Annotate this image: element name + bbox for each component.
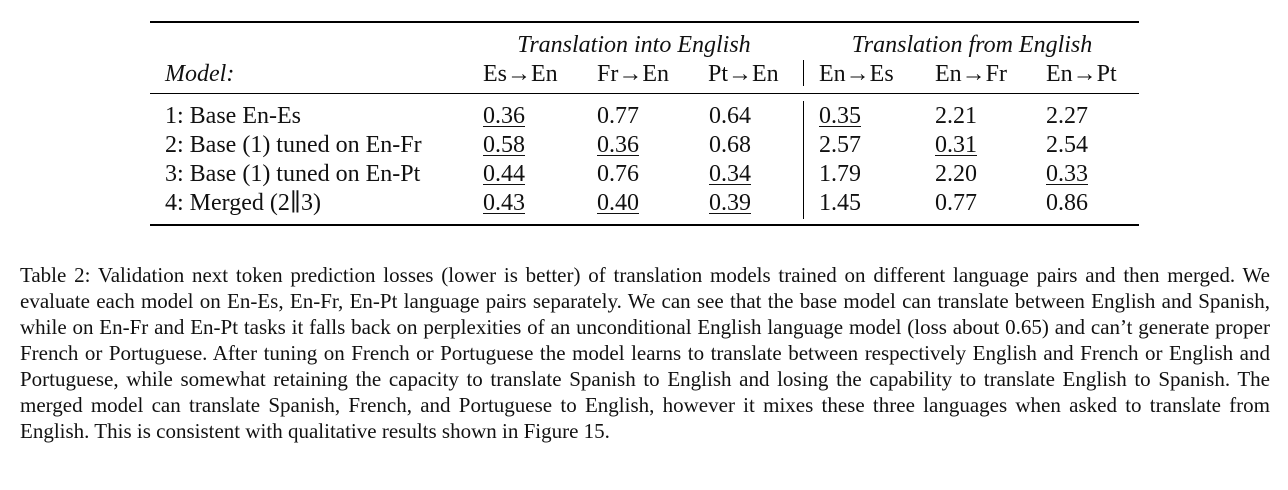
table-header-rule: [150, 93, 1139, 94]
table-cell: 1.45: [819, 190, 861, 216]
col-header-en-pt: En→Pt: [1046, 61, 1117, 87]
table-cell: 0.36: [483, 103, 525, 129]
table-cell: 0.40: [597, 190, 639, 216]
col-header-es-en: Es→En: [483, 61, 558, 87]
col-header-en-fr: En→Fr: [935, 61, 1007, 87]
table-cell: 0.77: [935, 190, 977, 216]
table-cell: 0.33: [1046, 161, 1088, 187]
table-cell: 2.57: [819, 132, 861, 158]
table-cell: 0.35: [819, 103, 861, 129]
table-cell: 2.20: [935, 161, 977, 187]
group-header-from-english: Translation from English: [851, 32, 1093, 58]
table-caption: Table 2: Validation next token prediction losses (lower is better) of translation models trained on different language pairs and then merged. We evaluate each model on En-Es, En-Fr, En-Pt language pairs separately. We can see that the base model can translate between English and Spanish, while on En-Fr and En-Pt tasks it falls back on perplexities of an unconditional English language model (loss about 0.65) and can’t generate proper French or Portuguese. After tuning on French or Portuguese the model learns to translate between respectively English and French or English and Portuguese, while somewhat retaining the capacity to translate Spanish to English and losing the capability to translate English to Spanish. The merged model can translate Spanish, French, and Portuguese to English, however it mixes these three languages when asked to translate from English. This is consistent with qualitative results shown in Figure 15.: [20, 263, 1270, 443]
row-model-name: 1: Base En-Es: [165, 103, 301, 129]
table-cell: 0.58: [483, 132, 525, 158]
row-model-name: 2: Base (1) tuned on En-Fr: [165, 132, 422, 158]
group-header-into-english: Translation into English: [517, 32, 751, 58]
table-cell: 2.54: [1046, 132, 1088, 158]
table-cell: 2.27: [1046, 103, 1088, 129]
table-cell: 0.44: [483, 161, 525, 187]
table-cell: 0.34: [709, 161, 751, 187]
table-top-rule: [150, 21, 1139, 23]
col-header-pt-en: Pt→En: [708, 61, 779, 87]
row-model-name: 4: Merged (2∥3): [165, 190, 321, 216]
table-cell: 0.31: [935, 132, 977, 158]
table-cell: 1.79: [819, 161, 861, 187]
table-cell: 0.36: [597, 132, 639, 158]
col-header-fr-en: Fr→En: [597, 61, 669, 87]
table-cell: 0.76: [597, 161, 639, 187]
table-cell: 0.86: [1046, 190, 1088, 216]
table-cell: 0.68: [709, 132, 751, 158]
table-cell: 2.21: [935, 103, 977, 129]
table-cell: 0.64: [709, 103, 751, 129]
col-header-en-es: En→Es: [819, 61, 894, 87]
table-cell: 0.43: [483, 190, 525, 216]
table-cell: 0.39: [709, 190, 751, 216]
body-column-separator: [803, 101, 804, 219]
table-cell: 0.77: [597, 103, 639, 129]
row-model-name: 3: Base (1) tuned on En-Pt: [165, 161, 421, 187]
model-column-header: Model:: [165, 61, 235, 87]
header-column-separator: [803, 60, 804, 86]
table-bottom-rule: [150, 224, 1139, 226]
